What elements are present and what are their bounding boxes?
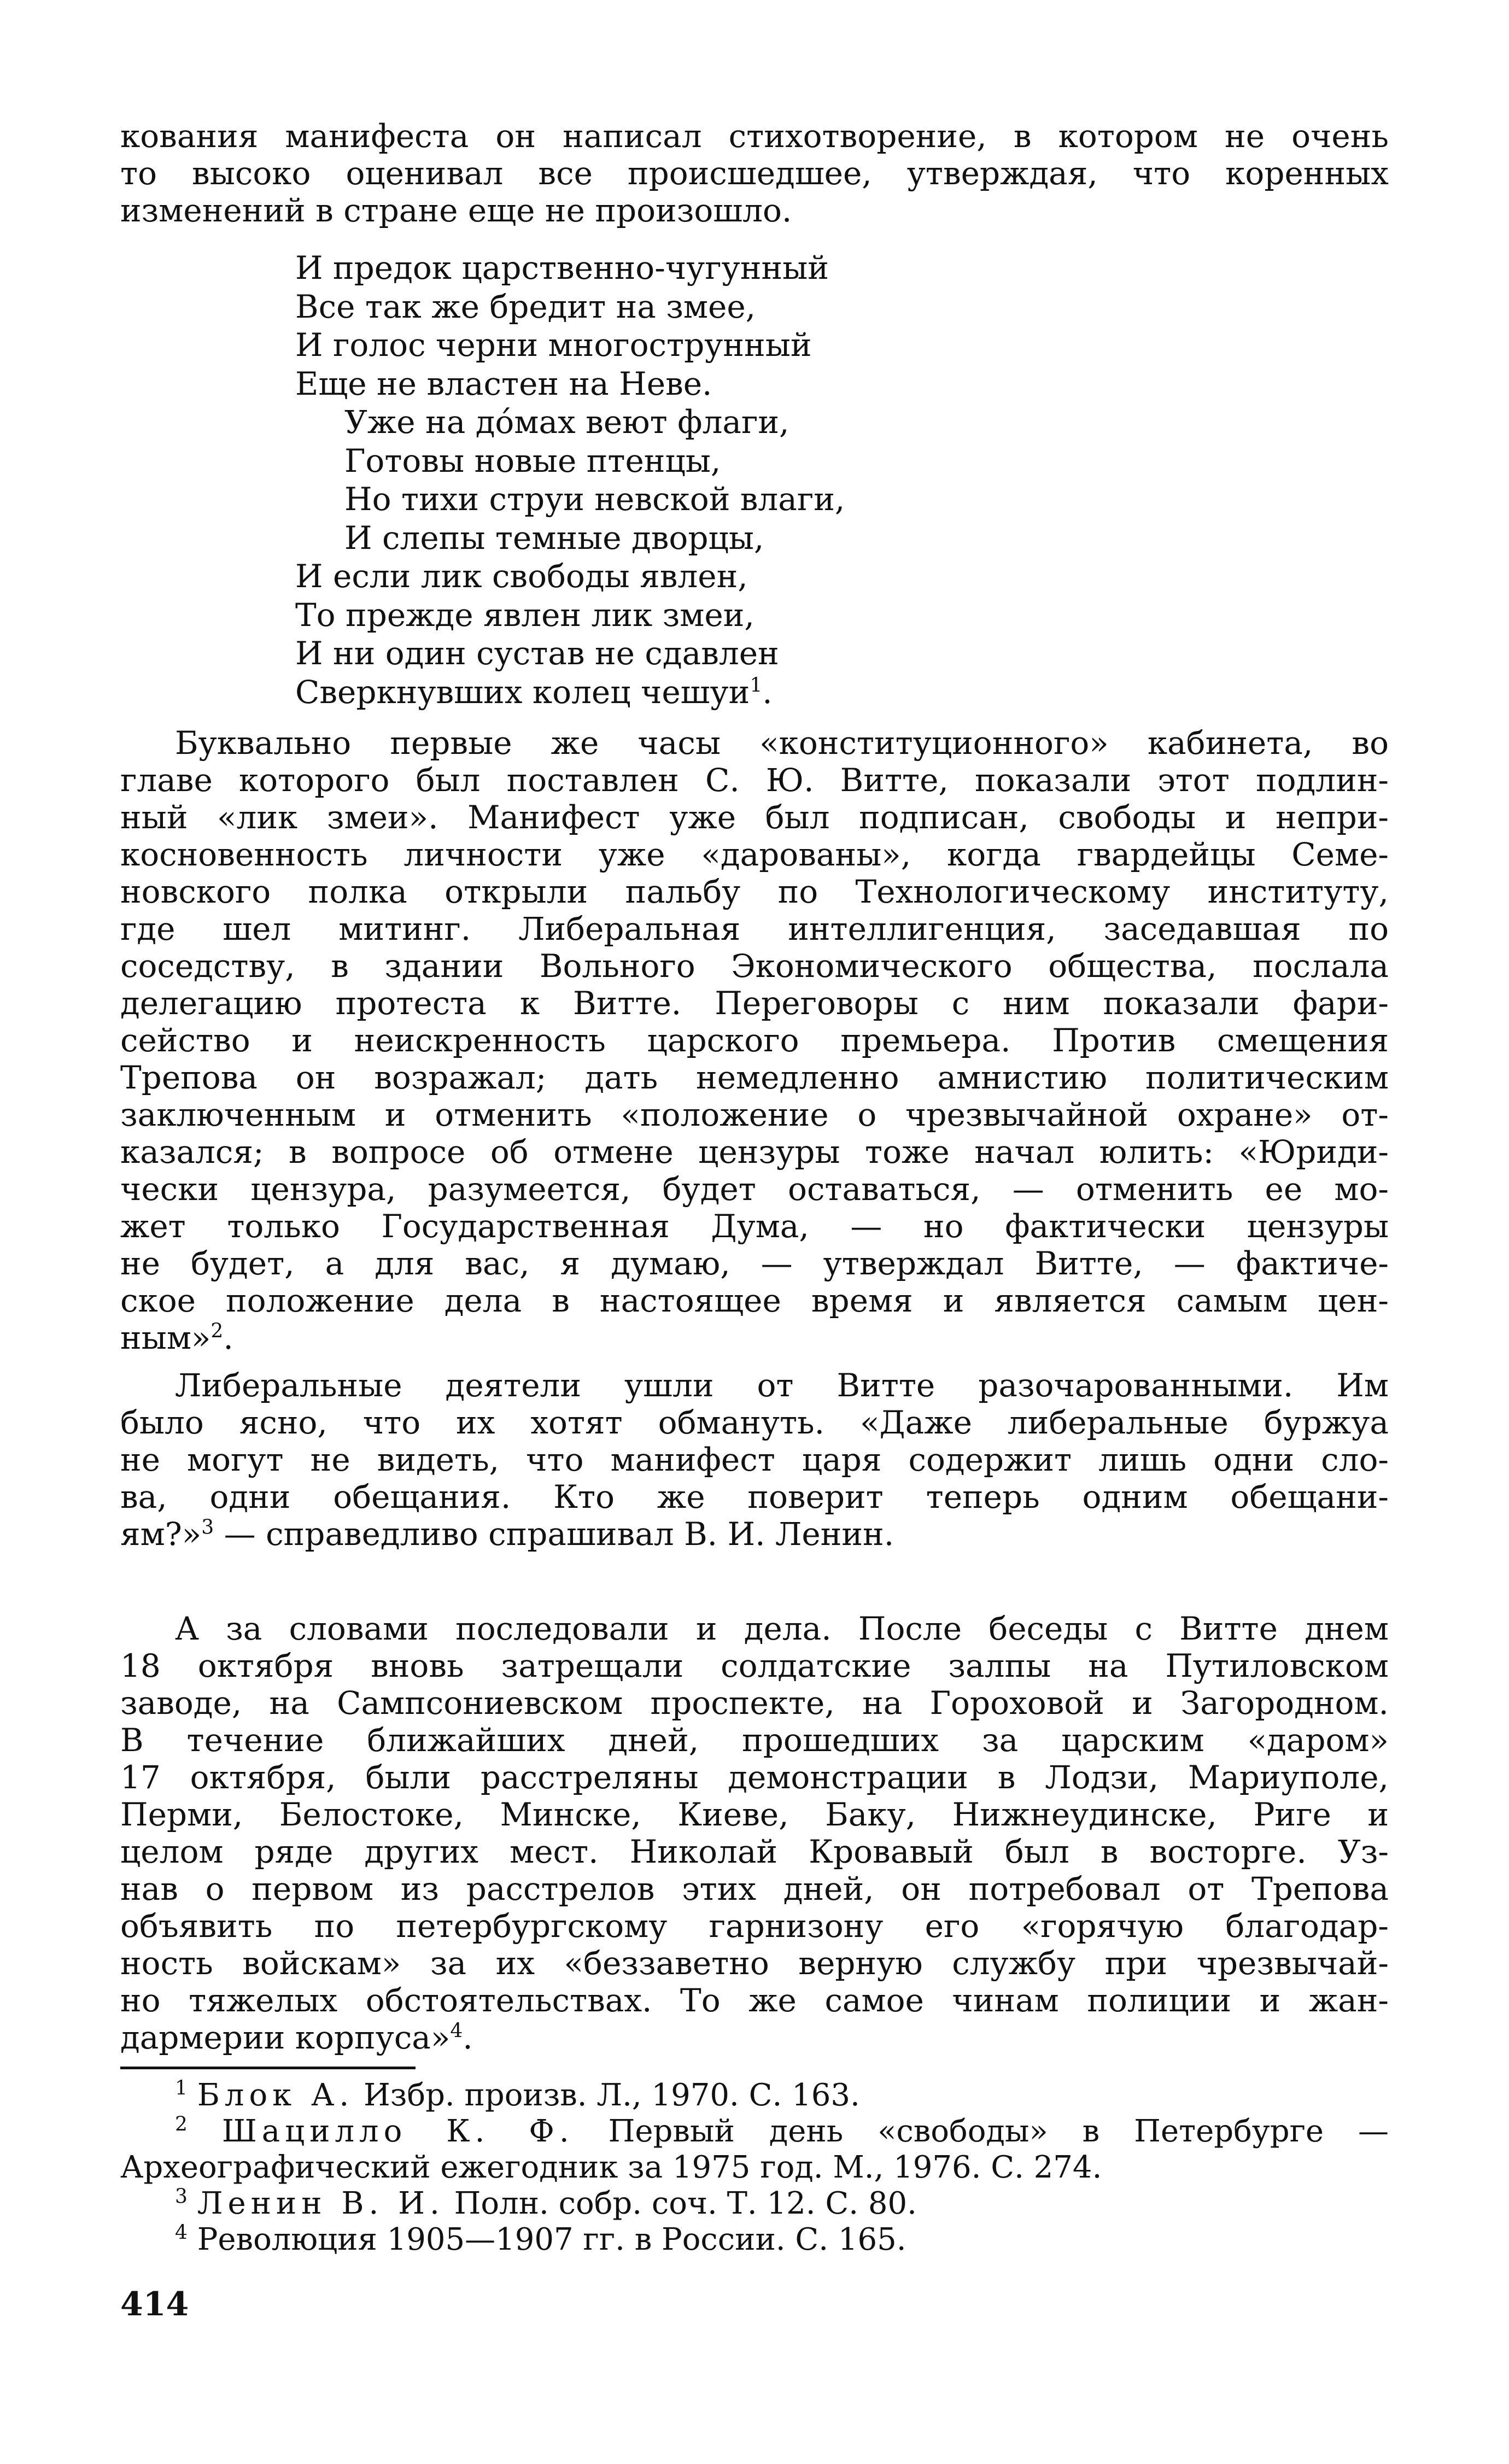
- footnote-number: 4: [175, 2221, 188, 2244]
- poem-line: И предок царственно-чугунный: [295, 249, 829, 286]
- text-line: ва, одни обещания. Кто же поверит теперь одним обещани-: [120, 1478, 1389, 1515]
- footnote-author: Шацилло К. Ф.: [221, 2114, 574, 2149]
- text-line: Либеральные деятели ушли от Витте разочарованными. Им: [175, 1367, 1389, 1404]
- poem-line: То прежде явлен лик змеи,: [295, 596, 754, 634]
- poem-line: И голос черни многострунный: [295, 326, 812, 364]
- page-number: 414: [120, 2285, 189, 2323]
- text-line: нав о первом из расстрелов этих дней, он потребовал от Трепова: [120, 1870, 1389, 1907]
- text-line: жет только Государственная Дума, — но фактически цензуры: [120, 1208, 1389, 1245]
- poem: [295, 249, 845, 711]
- text-line: [120, 1515, 1389, 1553]
- text-line: не могут не видеть, что манифест царя содержит лишь одни сло-: [120, 1441, 1389, 1478]
- footnote-1: [120, 2077, 1389, 2114]
- footnote-author: Блок А.: [197, 2077, 354, 2113]
- paragraph-2: [120, 724, 1389, 1356]
- text-line: 18 октября вновь затрещали солдатские залпы на Путиловском: [120, 1647, 1389, 1684]
- text-line: [120, 1319, 1389, 1356]
- text-line: 17 октября, были расстреляны демонстрации в Лодзи, Мариуполе,: [120, 1759, 1389, 1796]
- text-line: [120, 2019, 1389, 2056]
- text-line: чески цензура, разумеется, будет оставаться, — отменить ее мо-: [120, 1170, 1389, 1208]
- text-line: Трепова он возражал; дать немедленно амнистию политическим: [120, 1059, 1389, 1096]
- text-line: где шел митинг. Либеральная интеллигенция, заседавшая по: [120, 910, 1389, 947]
- poem-line: Все так же бредит на змее,: [295, 288, 756, 325]
- footnote-2: [120, 2114, 1389, 2150]
- text-line: главе которого был поставлен С. Ю. Витте, показали этот подлин-: [120, 762, 1389, 799]
- footnote-text: Первый день «свободы» в Петербурге —: [574, 2114, 1389, 2149]
- text-line: заводе, на Сампсониевском проспекте, на Гороховой и Загородном.: [120, 1684, 1389, 1722]
- text-line: то высоко оценивал все происшедшее, утверждая, что коренных: [120, 155, 1389, 192]
- text-line: целом ряде других мест. Николай Кровавый был в восторге. Уз-: [120, 1833, 1389, 1870]
- footnote-text: Полн. собр. соч. Т. 12. С. 80.: [444, 2186, 917, 2221]
- text-line: новского полка открыли пальбу по Технологическому институту,: [120, 873, 1389, 910]
- paragraph-4: [120, 1610, 1389, 2056]
- text-run: — справедливо спрашивал В. И. Ленин.: [214, 1515, 894, 1553]
- poem-line: Еще не властен на Неве.: [295, 365, 712, 402]
- footnote-text: Революция 1905—1907 гг. в России. С. 165.: [197, 2222, 906, 2257]
- text-line: ность войскам» за их «беззаветно верную службу при чрезвычай-: [120, 1945, 1389, 1982]
- paragraph-3: [120, 1367, 1389, 1553]
- footnote-ref[interactable]: 1: [750, 674, 763, 697]
- top-paragraph: [120, 118, 1389, 229]
- footnote-ref[interactable]: 2: [210, 1320, 224, 1343]
- text-run: ным»: [120, 1319, 211, 1356]
- text-line: ское положение дела в настоящее время и является самым цен-: [120, 1282, 1389, 1319]
- text-line: но тяжелых обстоятельствах. То же самое чинам полиции и жан-: [120, 1982, 1389, 2019]
- poem-line: И слепы темные дворцы,: [344, 519, 764, 557]
- poem-line: Но тихи струи невской влаги,: [344, 481, 845, 518]
- text-run: ям?»: [120, 1515, 202, 1553]
- text-line: Перми, Белостоке, Минске, Киеве, Баку, Нижнеудинске, Риге и: [120, 1796, 1389, 1833]
- text-line: не будет, а для вас, я думаю, — утверждал Витте, — фактиче-: [120, 1245, 1389, 1282]
- text-line: казался; в вопросе об отмене цензуры тоже начал юлить: «Юриди-: [120, 1133, 1389, 1170]
- text-line: изменений в стране еще не произошло.: [120, 192, 792, 229]
- text-line: делегацию протеста к Витте. Переговоры с ним показали фари-: [120, 985, 1389, 1022]
- footnote-number: 2: [175, 2113, 188, 2136]
- text-line: В течение ближайших дней, прошедших за царским «даром»: [120, 1722, 1389, 1759]
- footnote-author: Ленин В. И.: [197, 2186, 444, 2221]
- poem-last-line: [295, 673, 845, 712]
- punctuation: .: [762, 673, 773, 711]
- poem-line: И ни один сустав не сдавлен: [295, 635, 779, 672]
- text-line: ный «лик змеи». Манифест уже был подписан, свободы и непри-: [120, 799, 1389, 836]
- footnotes: [120, 2077, 1389, 2258]
- text-line: косновенность личности уже «дарованы», когда гвардейцы Семе-: [120, 836, 1389, 873]
- footnote-number: 3: [175, 2185, 188, 2208]
- punctuation: .: [223, 1319, 233, 1356]
- poem-line-text: Сверкнувших колец чешуи: [295, 673, 750, 711]
- footnote-divider: [120, 2067, 416, 2069]
- footnote-3: [120, 2186, 1389, 2222]
- footnote-ref[interactable]: 4: [450, 2020, 463, 2042]
- text-line: кования манифеста он написал стихотворение, в котором не очень: [120, 118, 1389, 155]
- text-line: было ясно, что их хотят обмануть. «Даже либеральные буржуа: [120, 1404, 1389, 1441]
- text-line: объявить по петербургскому гарнизону его «горячую благодар-: [120, 1907, 1389, 1945]
- poem-line: И если лик свободы явлен,: [295, 558, 748, 595]
- text-line: соседству, в здании Вольного Экономического общества, послала: [120, 947, 1389, 985]
- footnote-text: Избр. произв. Л., 1970. С. 163.: [354, 2077, 860, 2113]
- poem-line: Готовы новые птенцы,: [344, 442, 721, 479]
- text-line: Буквально первые же часы «конституционного» кабинета, во: [175, 724, 1389, 762]
- footnote-2-continuation: Археографический ежегодник за 1975 год. М., 1976. С. 274.: [120, 2150, 1102, 2185]
- punctuation: .: [463, 2019, 473, 2056]
- poem-line: Уже на до́мах веют флаги,: [344, 403, 789, 441]
- text-line: сейство и неискренность царского премьера. Против смещения: [120, 1022, 1389, 1059]
- text-run: дармерии корпуса»: [120, 2019, 451, 2056]
- footnote-number: 1: [175, 2077, 188, 2100]
- footnote-ref[interactable]: 3: [201, 1516, 214, 1539]
- text-line: заключенным и отменить «положение о чрезвычайной охране» от-: [120, 1096, 1389, 1133]
- footnote-4: [120, 2222, 1389, 2258]
- text-line: А за словами последовали и дела. После беседы с Витте днем: [175, 1610, 1389, 1647]
